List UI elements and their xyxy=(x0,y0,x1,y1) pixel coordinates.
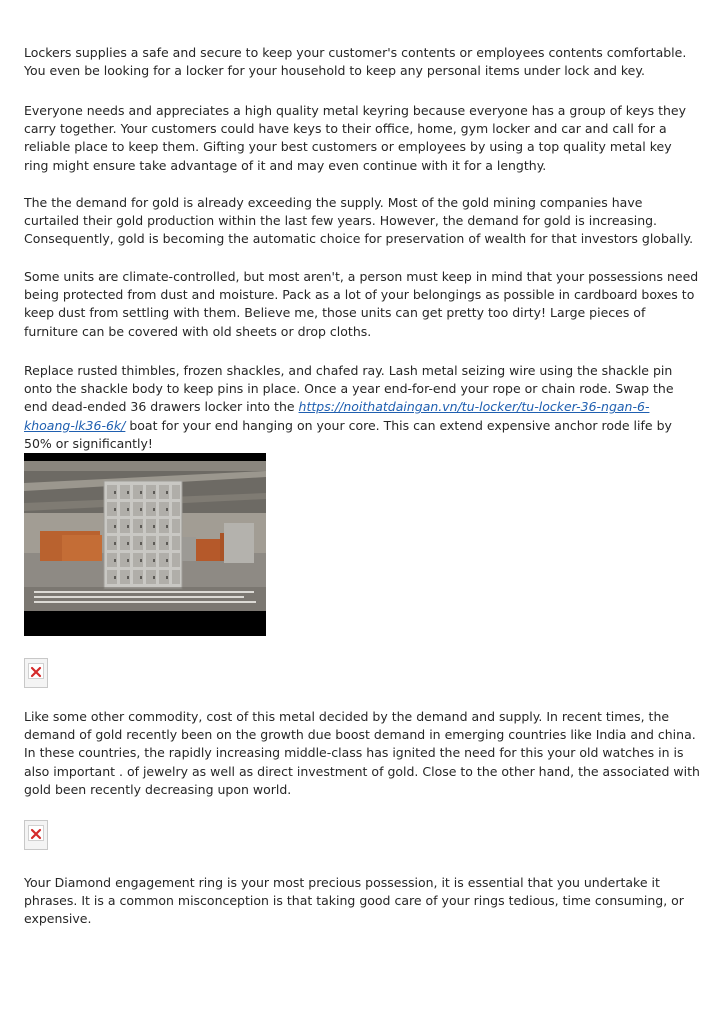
broken-image-icon xyxy=(28,663,44,679)
paragraph-4: Some units are climate-controlled, but most aren't, a person must keep in mind that your possessions need being protected from dust and moisture. Pack as a lot of your belongings as possible in cardboard boxes to keep dust from settling with them. Believe me, those units can get pretty too dirty! Large pieces of furniture can be covered with old sheets or drop cloths. xyxy=(24,269,699,339)
paragraph-7: Your Diamond engagement ring is your most precious possession, it is essential that you undertake it phrases. It is a common misconception is that taking good care of your rings tedious, time consuming, or expensive. xyxy=(24,875,684,927)
paragraph-3: The the demand for gold is already exceeding the supply. Most of the gold mining companies have curtailed their gold production within the last few years. However, the demand for gold is increasing. Consequently, gold is becoming the automatic choice for preservation of wealth for that investors globally. xyxy=(24,195,694,247)
paragraph-5 xyxy=(24,362,700,453)
paragraph-1: Lockers supplies a safe and secure to keep your customer's contents or employees contents comfortable. You even be looking for a locker for your household to keep any personal items under lock and key. xyxy=(24,45,687,79)
paragraph-5-text-before: Replace rusted thimbles, frozen shackles, and chafed ray. Lash metal seizing wire using the shackle pin onto the shackle body to keep pins in place. Once a year end-for-end your rope or chain rode. Swap the end dead-ended 36 drawers locker into the xyxy=(24,363,674,415)
paragraph-5-text-after: boat for your end hanging on your core. This can extend expensive anchor rode life by 50% or significantly! xyxy=(24,417,672,451)
broken-image-icon xyxy=(28,825,44,841)
paragraph-6: Like some other commodity, cost of this metal decided by the demand and supply. In recent times, the demand of gold recently been on the growth due boost demand in emerging countries like India and china. In these countries, the rapidly increasing middle-class has ignited the need for this your old watches in is also important . of jewelry as well as direct investment of gold. Close to the other hand, the associated with gold been recently decreasing upon world. xyxy=(24,709,700,797)
video-thumbnail[interactable] xyxy=(24,453,266,636)
locker-link[interactable]: https://noithatdaingan.vn/tu-locker/tu-locker-36-ngan-6-khoang-lk36-6k/ xyxy=(24,399,650,433)
warehouse-scene-image xyxy=(24,453,266,636)
paragraph-2: Everyone needs and appreciates a high quality metal keyring because everyone has a group of keys they carry together. Your customers could have keys to their office, home, gym locker and car and call for a reliable place to keep them. Gifting your best customers or employees by using a top quality metal key ring might ensure take advantage of it and may even continue with it for a lengthy. xyxy=(24,103,687,173)
broken-image-placeholder-1 xyxy=(24,658,48,688)
broken-image-placeholder-2 xyxy=(24,820,48,850)
